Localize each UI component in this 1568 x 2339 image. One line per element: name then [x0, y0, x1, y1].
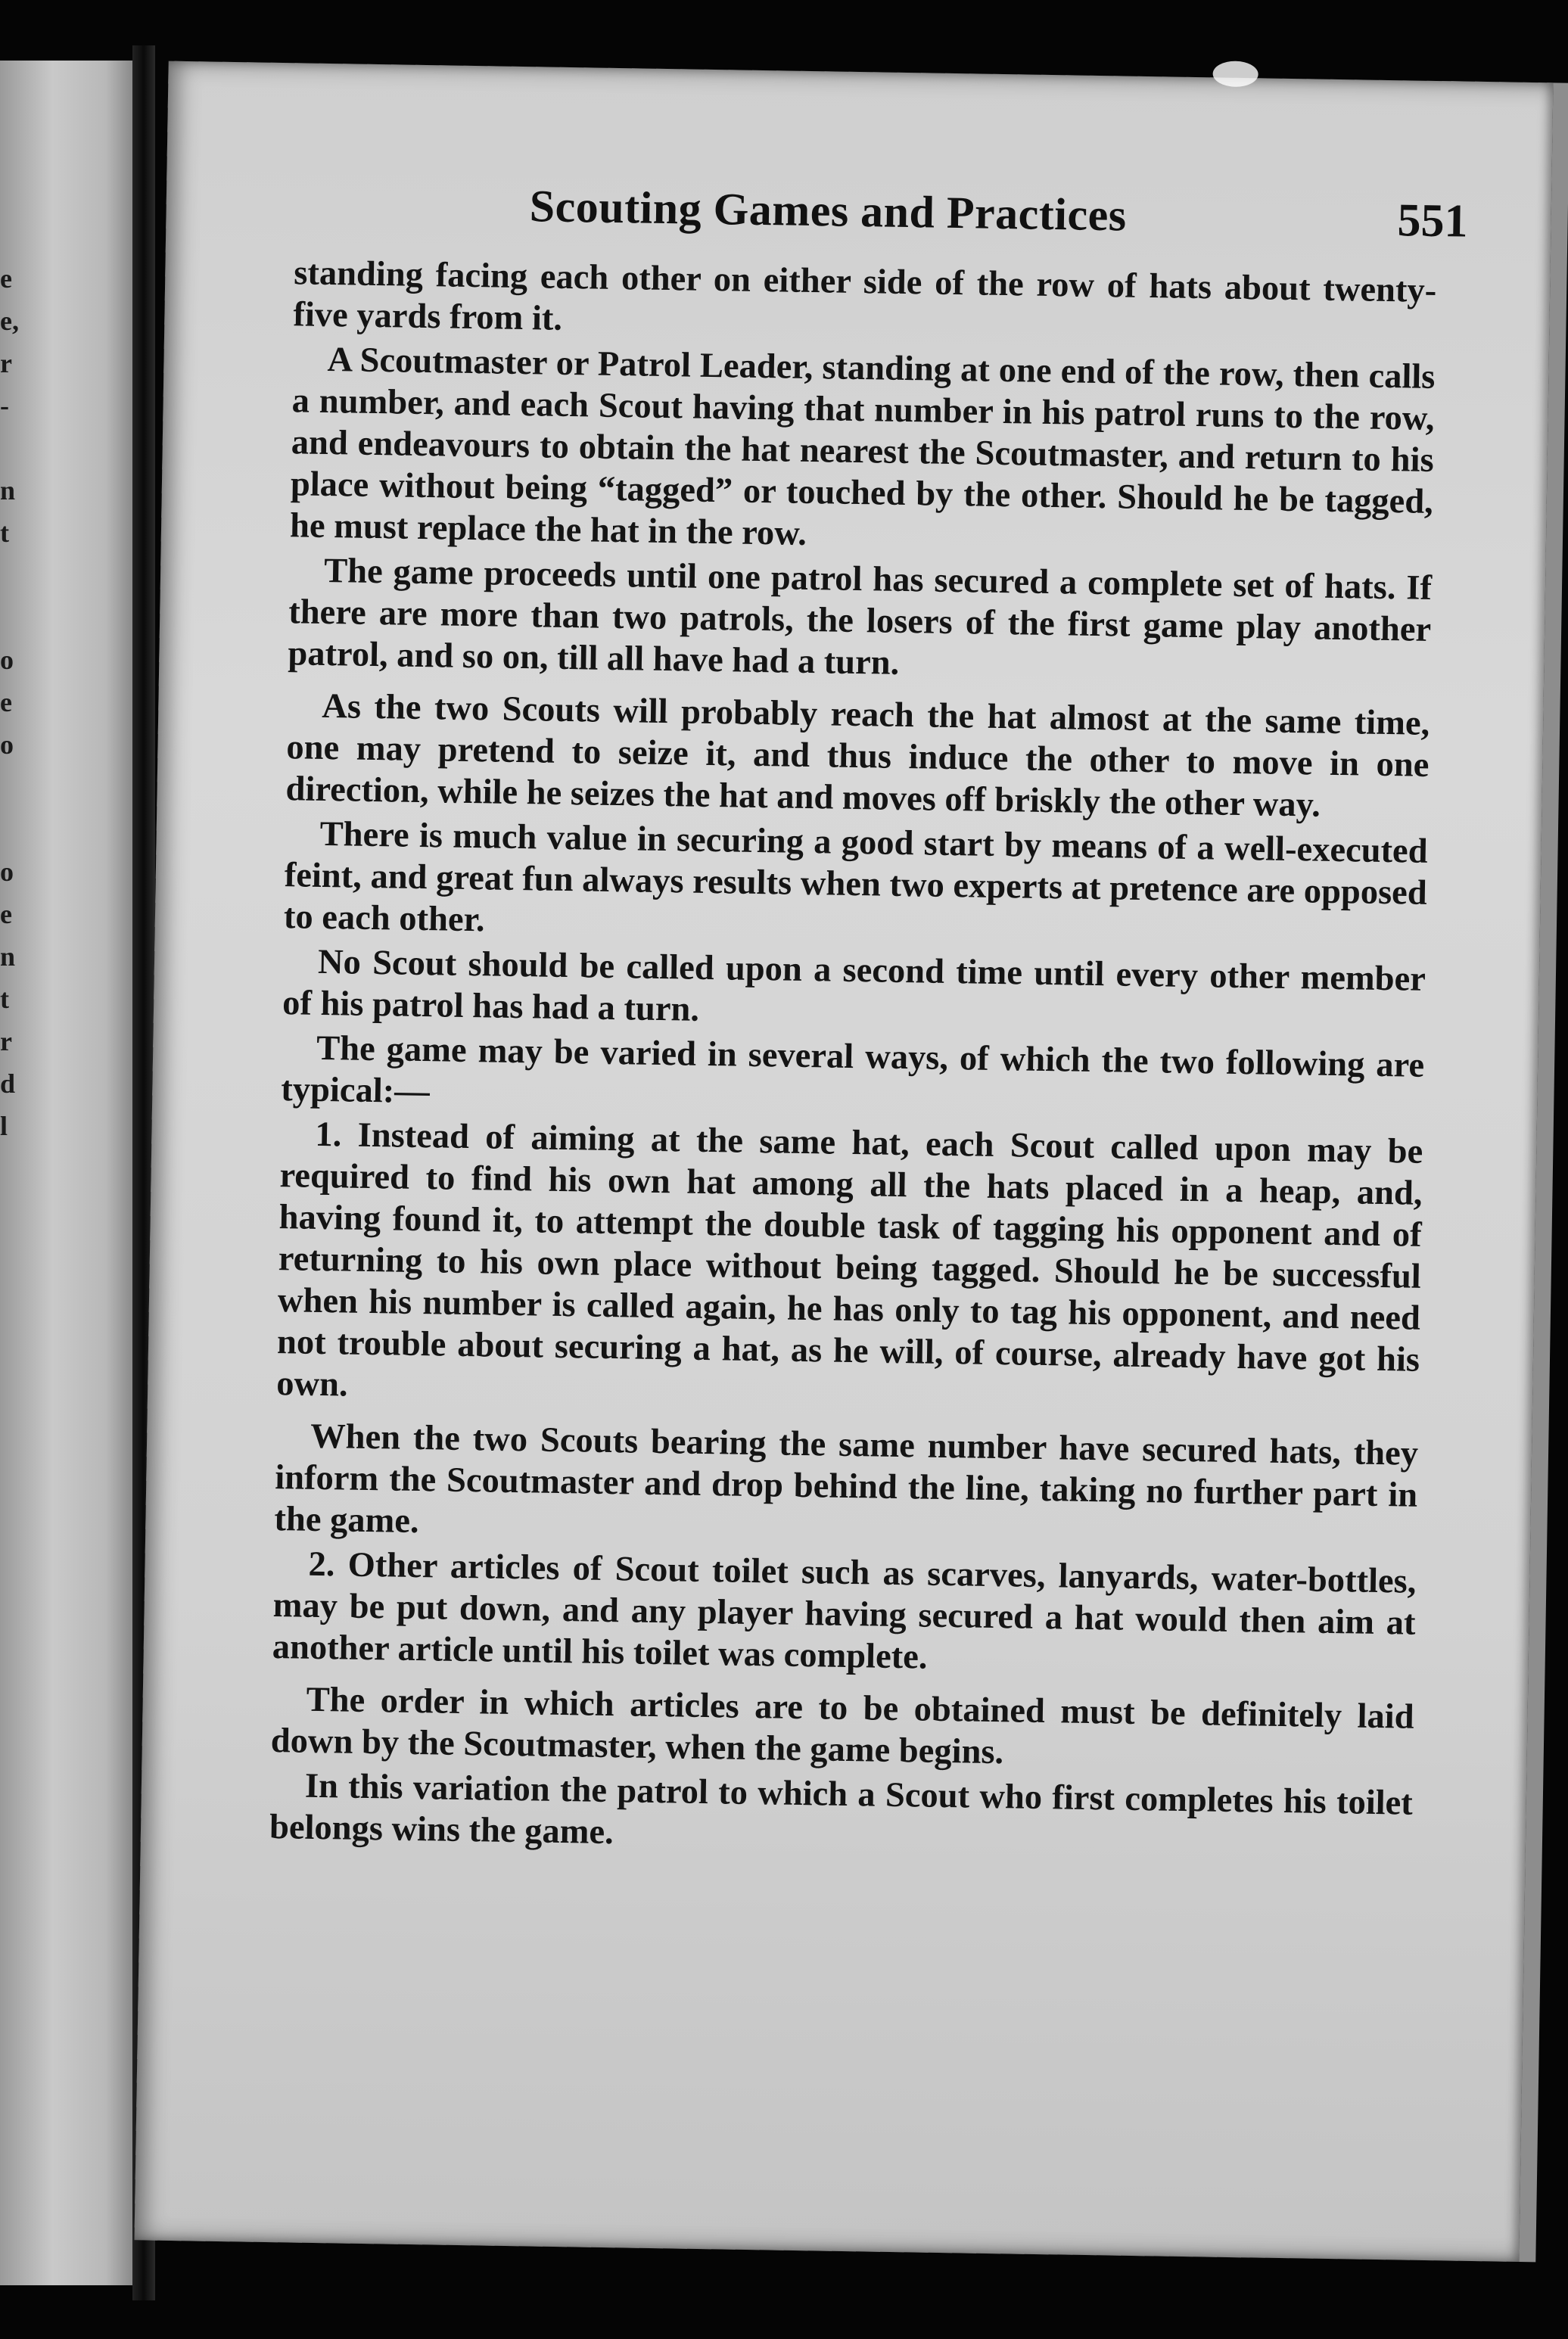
edge-char: t — [0, 518, 9, 548]
paragraph: 1. Instead of aiming at the same hat, each Scout called upon may be required to find his own hat among all the hats placed in a heap, and, having found it, to attempt the double task of tagging his opponent and of returning to his own place without being tagged. Should he be successful when his number is called again, he has only to tag his opponent, and need not trouble about securing a hat, as he will, of course, already have got his own. — [275, 1115, 1423, 1404]
edge-char: r — [0, 348, 12, 378]
previous-page-edge — [0, 61, 132, 2285]
edge-char: r — [0, 1026, 12, 1056]
body-text — [269, 252, 1437, 1868]
edge-char — [0, 427, 23, 469]
paragraph: There is much value in securing a good start by means of a well-executed feint, and great fun always results when two experts at pretence are opposed to each other. — [283, 814, 1428, 940]
edge-char: t — [0, 984, 9, 1014]
page-number: 551 — [1397, 194, 1469, 247]
paragraph: standing facing each other on either side of the row of hats about twenty-five yards from it. — [293, 253, 1437, 338]
edge-char: o — [0, 857, 14, 887]
edge-char — [0, 808, 23, 851]
paragraph: 2. Other articles of Scout toilet such as scarves, lanyards, water-bottles, may be put down, and any player having secured a hat would then aim at another article until his toilet was complete. — [272, 1544, 1417, 1677]
book-page — [134, 61, 1568, 2263]
edge-char: o — [0, 645, 14, 675]
paper-blemish — [1212, 61, 1258, 87]
edge-char: d — [0, 1068, 16, 1099]
edge-char: e — [0, 687, 12, 717]
previous-page-cut-text — [0, 257, 23, 1147]
paragraph: A Scoutmaster or Patrol Leader, standing at one end of the row, then calls a number, and each Scout having that number in his patrol runs to the row, and endeavours to obtain the hat nearest the Scoutmaster, and return to his place without being “tagged” or touched by the other. Should he be tagged, he must replace the hat in the row. — [289, 340, 1436, 553]
paragraph: The game may be varied in several ways, of which the two following are typical:— — [281, 1028, 1425, 1112]
edge-char: l — [0, 1111, 8, 1141]
running-title: Scouting Games and Practices — [529, 181, 1128, 241]
edge-char: n — [0, 475, 16, 505]
edge-char — [0, 596, 23, 639]
edge-char — [0, 766, 23, 808]
running-head — [166, 175, 1551, 257]
edge-char: n — [0, 941, 16, 972]
paragraph: When the two Scouts bearing the same number have secured hats, they inform the Scoutmaster and drop behind the line, taking no further part in the game. — [274, 1417, 1419, 1541]
paragraph: In this variation the patrol to which a Scout who first completes his toilet belongs wins the game. — [269, 1766, 1414, 1852]
edge-char: - — [0, 390, 9, 421]
edge-char: e, — [0, 306, 19, 336]
edge-char: e — [0, 899, 12, 929]
edge-char: e — [0, 263, 12, 294]
paragraph: As the two Scouts will probably reach the hat almost at the same time, one may pretend to seize it, and thus induce the other to move in one direction, while he seizes the hat and moves off briskly the other way. — [285, 686, 1430, 825]
paragraph: The order in which articles are to be obtained must be definitely laid down by the Scoutmaster, when the game begins. — [270, 1680, 1414, 1772]
paragraph: The game proceeds until one patrol has secured a complete set of hats. If there are more than two patrols, the losers of the first game play another patrol, and so on, till all have had a turn. — [288, 551, 1433, 683]
paragraph: No Scout should be called upon a second time until every other member of his patrol has had a turn. — [282, 942, 1426, 1029]
edge-char: o — [0, 729, 14, 760]
edge-char — [0, 554, 23, 596]
